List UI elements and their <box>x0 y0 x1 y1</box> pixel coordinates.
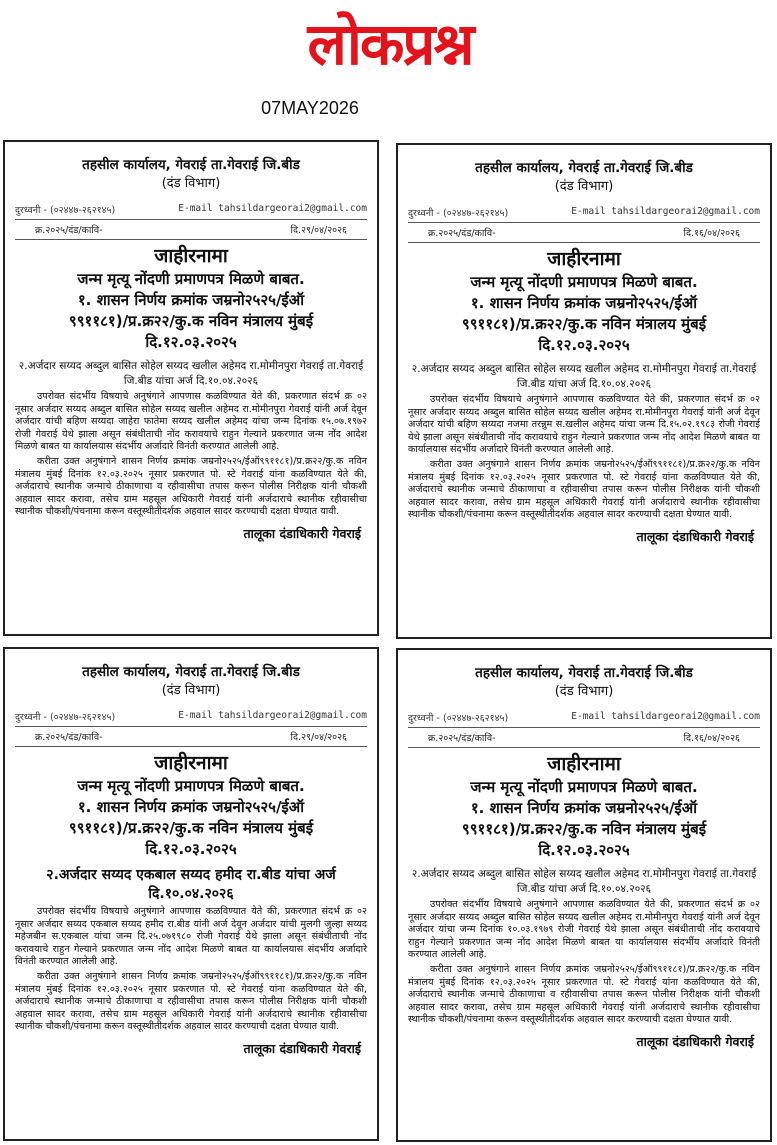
divider <box>408 222 760 223</box>
signature: तालूका दंडाधिकारी गेवराई <box>636 1033 754 1049</box>
office-name: तहसील कार्यालय, गेवराई ता.गेवराई जि.बीड <box>475 665 693 681</box>
edition-date: 07MAY2026 <box>261 98 359 118</box>
newspaper-logo: लोकप्रश्न <box>307 10 473 78</box>
gr-reference-line1: १. शासन निर्णय क्रमांक जम्रनो२५२५/ईऑ <box>470 799 698 817</box>
notice-subject: जन्म मृत्यू नोंदणी प्रमाणपत्र मिळणे बाबत. <box>77 777 305 795</box>
divider <box>15 746 367 747</box>
notice-subject: जन्म मृत्यू नोंदणी प्रमाणपत्र मिळणे बाबत. <box>470 778 698 796</box>
reference-number: क्र.२०२५/दंड/कावि- <box>428 228 496 239</box>
office-name: तहसील कार्यालय, गेवराई ता.गेवराई जि.बीड <box>475 160 693 176</box>
department: (दंड विभाग) <box>161 683 221 698</box>
divider <box>15 219 367 220</box>
masthead <box>0 0 777 130</box>
gr-reference-line1: १. शासन निर्णय क्रमांक जम्रनो२५२५/ईऑ <box>77 291 305 309</box>
email-address: E-mail tahsildargeorai2@gmail.com <box>178 203 367 214</box>
notice-body-paragraph: करीता उक्त अनुषंगाने शासन निर्णय क्रमांक जम्रनो२५२५/ईऑ९९११८१)/प्र.क्र२२/कु.क नविन मंत्रालय मुंबई दिनांक १२.०३.२०२५ नूसार प्रकरणात पो. स्टे गेवराई यांना कळविण्यात येते की, अर्जदाराचे स्थानीक जन्माचे ठीकाणाचा व रहीवासीचा तपास करून पोलीस निरीक्षक यांनी चौकशी अहवाल सादर करावा, तसेच ग्राम महसूल अधिकारी गेवराई यांनी अर्जदाराचे स्थानीक रहीवासीचा स्थानीक चौकशी/पंचनामा करून वस्तूस्थीतीदर्शक अहवाल सादर करण्याची दक्षता घेण्यात यावी. <box>15 970 367 1033</box>
reference-number: क्र.२०२५/दंड/कावि- <box>428 733 496 744</box>
contact-line <box>15 710 367 723</box>
notice-subject: जन्म मृत्यू नोंदणी प्रमाणपत्र मिळणे बाबत. <box>77 270 305 288</box>
notice-heading: जाहीरनामा <box>154 245 228 267</box>
email-address: E-mail tahsildargeorai2@gmail.com <box>571 711 760 722</box>
gr-reference-line2: ९९११८१)/प्र.क्र२२/कु.क नविन मंत्रालय मुंबई <box>68 819 314 837</box>
divider <box>15 239 367 240</box>
signature: तालूका दंडाधिकारी गेवराई <box>243 1040 361 1056</box>
reference-date: दि.१६/०४/२०२६ <box>683 228 740 239</box>
notice-body-paragraph: उपरोक्त संदर्भीय विषयाचे अनुषंगाने आपणास कळविण्यात येते की, प्रकरणात संदर्भ क्र ०२ नूसार अर्जदार सय्यद अब्दुल बासित सोहेल सय्यद खलील अहेमद रा.मोमीनपुरा गेवराई यांनी अर्ज देवून अर्जदार यांचा जन्म दिनांक १०.०३.१९७९ रोजी गेवराई येथे झाला असून संबंधीताची नोंद करावयाचे राहुन गेल्याने प्रकरणात जन्म नोंद आदेश मिळणे बाबत या कार्यालयास संदर्भीय अर्जादारे विनंती करण्यात आलेली आहे. <box>408 899 760 961</box>
gr-reference-date: दि.१२.०३.२०२५ <box>145 840 237 858</box>
applicant-reference: २.अर्जदार सय्यद अब्दुल बासित सोहेल सय्यद खलील अहेमद रा.मोमीनपुरा गेवराई ता.गेवराई जि.बीड यांचा अर्ज दि.१०.०४.२०२६ <box>18 360 364 387</box>
reference-date: दि.२९/०४/२०२६ <box>290 225 347 236</box>
gr-reference-date: दि.१२.०३.२०२५ <box>538 841 630 859</box>
reference-line <box>408 731 760 744</box>
email-address: E-mail tahsildargeorai2@gmail.com <box>178 710 367 721</box>
gr-reference-line1: १. शासन निर्णय क्रमांक जम्रनो२५२५/ईऑ <box>77 798 305 816</box>
applicant-reference: २.अर्जदार सय्यद एकबाल सय्यद हमीद रा.बीड यांचा अर्ज दि.१०.०४.२०२६ <box>46 867 336 902</box>
notice-body-paragraph: उपरोक्त संदर्भीय विषयाचे अनुषंगाने आपणास कळविण्यात येते की, प्रकरणात संदर्भ क्र ०२ नूसार अर्जदार सय्यद एकबाल सय्यद हमीद रा.बीड यांनी अर्ज देवून अर्जदार यांची मुलगी जुल्हा सय्यद महेजबीन स.एकबाल यांचा जन्म दि.२५.०७१९८० रोजी गेवराई येथे झाला असून संबंधीताची नोंद करावयाचे राहुन गेल्याने प्रकरणात जन्म नोंद आदेश मिळणे बाबत या कार्यालयास संदर्भीय अर्जादारे विनंती करण्यात आलेली आहे. <box>15 906 367 968</box>
applicant-reference: २.अर्जदार सय्यद अब्दुल बासित सोहेल सय्यद खलील अहेमद रा.मोमीनपुरा गेवराई ता.गेवराई जि.बीड यांचा अर्ज दि.१०.०४.२०२६ <box>411 868 757 895</box>
public-notice-3 <box>3 647 379 1141</box>
office-name: तहसील कार्यालय, गेवराई ता.गेवराई जि.बीड <box>82 664 300 680</box>
reference-line <box>15 223 367 236</box>
notice-body-paragraph: करीता उक्त अनुषंगाने शासन निर्णय क्रमांक जम्रनो२५२५/ईऑ९९११८१)/प्र.क्र२२/कु.क नविन मंत्रालय मुंबई दिनांक १२.०३.२०२५ नूसार प्रकरणात पो. स्टे गेवराई यांना कळविण्यात येते की, अर्जदाराचे स्थानीक जन्माचे ठीकाणाचा व रहीवासीचा तपास करून पोलीस निरीक्षक यांनी चौकशी अहवाल सादर करावा, तसेच ग्राम महसूल अधिकारी गेवराई यांनी अर्जदाराचे स्थानीक रहीवासीचा स्थानीक चौकशी/पंचनामा करून वस्तूस्थीतीदर्शक अहवाल सादर करण्याची दक्षता घेण्यात यावी. <box>408 458 760 521</box>
signature: तालूका दंडाधिकारी गेवराई <box>243 525 361 541</box>
email-address: E-mail tahsildargeorai2@gmail.com <box>571 206 760 217</box>
office-name: तहसील कार्यालय, गेवराई ता.गेवराई जि.बीड <box>82 157 300 173</box>
divider <box>15 726 367 727</box>
department: (दंड विभाग) <box>554 179 614 194</box>
notice-body-paragraph: उपरोक्त संदर्भीय विषयाचे अनुषंगाने आपणास कळविण्यात येते की, प्रकरणात संदर्भ क्र ०२ नूसार अर्जदार सय्यद अब्दुल बासित सोहेल सय्यद खलील अहेमद रा.मोमीनपुरा गेवराई यांनी अर्ज देवून अर्जदार यांची बहिण सय्यदा नजमा तरन्नुम स.खलील अहेमद यांचा जन्म दि.१५.०२.१९८३ रोजी गेवराई येथे झाला असून संबंधीताची नोंद करावयाचे राहुन गेल्याने प्रकरणात जन्म नोंद आदेश मिळणे बाबत या कार्यालयास संदर्भीय अर्जादारे विनंती करण्यात आलेली आहे. <box>408 394 760 456</box>
reference-number: क्र.२०२५/दंड/कावि- <box>35 225 103 236</box>
public-notice-1 <box>3 140 379 636</box>
notice-body-paragraph: करीता उक्त अनुषंगाने शासन निर्णय क्रमांक जम्रनो२५२५/ईऑ९९११८१)/प्र.क्र२२/कु.क नविन मंत्रालय मुंबई दिनांक १२.०३.२०२५ नूसार प्रकरणात पो. स्टे गेवराई यांना कळविण्यात येते की, अर्जदाराचे स्थानीक जन्माचे ठीकाणाचा व रहीवासीचा तपास करून पोलीस निरीक्षक यांनी चौकशी अहवाल सादर करावा, तसेच ग्राम महसूल अधिकारी गेवराई यांनी अर्जदाराचे स्थानीक रहीवासीचा स्थानीक चौकशी/पंचनामा करून वस्तूस्थीतीदर्शक अहवाल सादर करण्याची दक्षता घेण्यात यावी. <box>15 455 367 518</box>
divider <box>408 242 760 243</box>
gr-reference-date: दि.१२.०३.२०२५ <box>538 336 630 354</box>
department: (दंड विभाग) <box>161 176 221 191</box>
phone-number: दुरध्वनी - (०२४४७-२६२१४५) <box>15 712 116 723</box>
notice-heading: जाहीरनामा <box>154 752 228 774</box>
phone-number: दुरध्वनी - (०२४४७-२६२१४५) <box>408 713 509 724</box>
reference-date: दि.२९/०४/२०२६ <box>290 732 347 743</box>
reference-date: दि.१६/०४/२०२६ <box>683 733 740 744</box>
notice-body-paragraph: उपरोक्त संदर्भीय विषयाचे अनुषंगाने आपणास कळविण्यात येते की, प्रकरणात संदर्भ क्र ०२ नूसार अर्जदार सय्यद अब्दुल बासित सोहेल सय्यद खलील अहेमद रा.मोमीनपुरा गेवराई यांनी अर्ज देवून अर्जदार यांची बहिण सय्यदा जाहेरा फातेमा सय्यद खलील अहेमद यांचा जन्म दिनांक १५.०७.१९७२ रोजी गेवराई येथे झाला असून संबंधीताची नोंद करावयाचे राहुन गेल्याने प्रकरणात जन्म नोंद आदेश मिळणे बाबत या कार्यालयास संदर्भीय अर्जादारे विनंती करण्यात आलेली आहे. <box>15 391 367 453</box>
gr-reference-line2: ९९११८१)/प्र.क्र२२/कु.क नविन मंत्रालय मुंबई <box>461 820 707 838</box>
phone-number: दुरध्वनी - (०२४४७-२६२१४५) <box>15 205 116 216</box>
applicant-reference: २.अर्जदार सय्यद अब्दुल बासित सोहेल सय्यद खलील अहेमद रा.मोमीनपुरा गेवराई ता.गेवराई जि.बीड यांचा अर्ज दि.१०.०४.२०२६ <box>411 363 757 390</box>
notice-body-paragraph: करीता उक्त अनुषंगाने शासन निर्णय क्रमांक जम्रनो२५२५/ईऑ९९११८१)/प्र.क्र२२/कु.क नविन मंत्रालय मुंबई दिनांक १२.०३.२०२५ नूसार प्रकरणात पो. स्टे गेवराई यांना कळविण्यात येते की, अर्जदाराचे स्थानीक जन्माचे ठीकाणाचा व रहीवासीचा तपास करून पोलीस निरीक्षक यांनी चौकशी अहवाल सादर करावा, तसेच ग्राम महसूल अधिकारी गेवराई यांनी अर्जदाराचे स्थानीक रहीवासीचा स्थानीक चौकशी/पंचनामा करून वस्तूस्थीतीदर्शक अहवाल सादर करण्याची दक्षता घेण्यात यावी. <box>408 963 760 1026</box>
gr-reference-line1: १. शासन निर्णय क्रमांक जम्रनो२५२५/ईऑ <box>470 294 698 312</box>
public-notice-4 <box>396 648 772 1142</box>
contact-line <box>408 206 760 219</box>
reference-line <box>408 226 760 239</box>
public-notice-2 <box>396 143 772 639</box>
reference-number: क्र.२०२५/दंड/कावि- <box>35 732 103 743</box>
contact-line <box>408 711 760 724</box>
department: (दंड विभाग) <box>554 684 614 699</box>
gr-reference-line2: ९९११८१)/प्र.क्र२२/कु.क नविन मंत्रालय मुंबई <box>68 312 314 330</box>
notice-heading: जाहीरनामा <box>547 753 621 775</box>
gr-reference-line2: ९९११८१)/प्र.क्र२२/कु.क नविन मंत्रालय मुंबई <box>461 315 707 333</box>
divider <box>408 747 760 748</box>
contact-line <box>15 203 367 216</box>
phone-number: दुरध्वनी - (०२४४७-२६२१४५) <box>408 208 509 219</box>
notice-subject: जन्म मृत्यू नोंदणी प्रमाणपत्र मिळणे बाबत. <box>470 273 698 291</box>
divider <box>408 727 760 728</box>
signature: तालूका दंडाधिकारी गेवराई <box>636 528 754 544</box>
reference-line <box>15 730 367 743</box>
gr-reference-date: दि.१२.०३.२०२५ <box>145 333 237 351</box>
notice-heading: जाहीरनामा <box>547 248 621 270</box>
